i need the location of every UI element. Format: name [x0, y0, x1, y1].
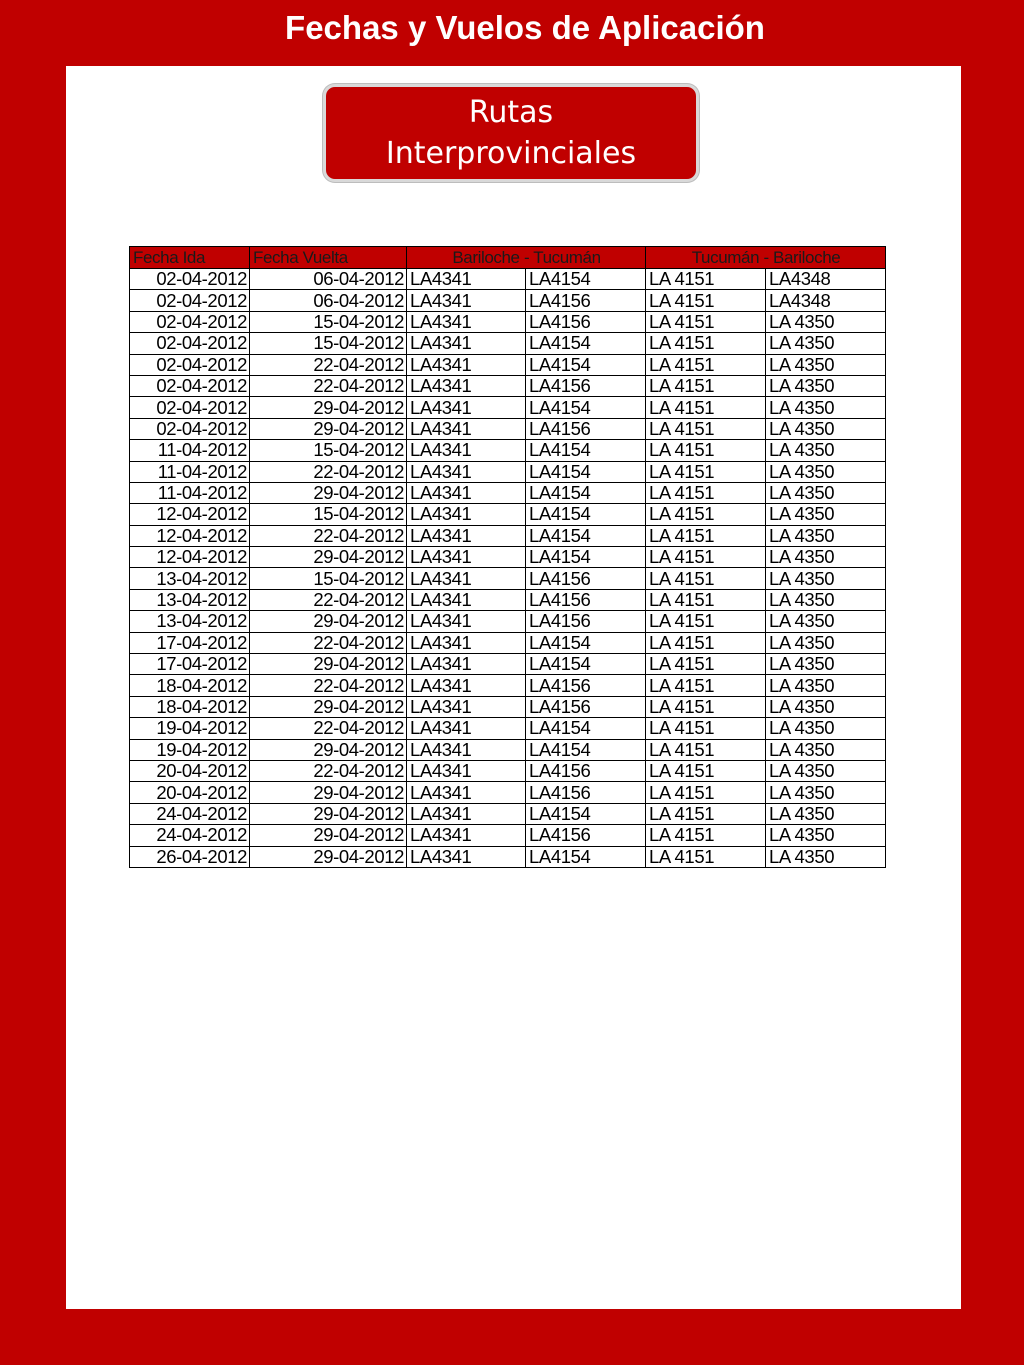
fecha-vuelta-cell: 29-04-2012	[250, 418, 407, 439]
ida-flight-1-cell: LA4341	[407, 611, 526, 632]
vuelta-flight-1-cell: LA 4151	[646, 311, 766, 332]
header-fecha-ida: Fecha Ida	[130, 247, 250, 269]
fecha-ida-cell: 24-04-2012	[130, 803, 250, 824]
ida-flight-1-cell: LA4341	[407, 803, 526, 824]
fecha-vuelta-cell: 15-04-2012	[250, 333, 407, 354]
vuelta-flight-2-cell: LA 4350	[766, 311, 886, 332]
vuelta-flight-2-cell: LA 4350	[766, 632, 886, 653]
table-row	[130, 333, 886, 354]
ida-flight-2-cell: LA4154	[526, 632, 646, 653]
table-row	[130, 632, 886, 653]
fecha-vuelta-cell: 22-04-2012	[250, 718, 407, 739]
ida-flight-1-cell: LA4341	[407, 418, 526, 439]
table-row	[130, 525, 886, 546]
flights-table	[129, 246, 886, 868]
ida-flight-2-cell: LA4154	[526, 718, 646, 739]
ida-flight-1-cell: LA4341	[407, 461, 526, 482]
ida-flight-1-cell: LA4341	[407, 375, 526, 396]
fecha-vuelta-cell: 29-04-2012	[250, 611, 407, 632]
vuelta-flight-2-cell: LA 4350	[766, 782, 886, 803]
vuelta-flight-2-cell: LA4348	[766, 290, 886, 311]
vuelta-flight-2-cell: LA 4350	[766, 354, 886, 375]
ida-flight-2-cell: LA4154	[526, 547, 646, 568]
fecha-vuelta-cell: 29-04-2012	[250, 654, 407, 675]
fecha-ida-cell: 02-04-2012	[130, 354, 250, 375]
fecha-vuelta-cell: 22-04-2012	[250, 589, 407, 610]
vuelta-flight-1-cell: LA 4151	[646, 504, 766, 525]
ida-flight-2-cell: LA4156	[526, 568, 646, 589]
ida-flight-1-cell: LA4341	[407, 333, 526, 354]
table-row	[130, 461, 886, 482]
fecha-ida-cell: 13-04-2012	[130, 568, 250, 589]
table-row	[130, 846, 886, 867]
fecha-ida-cell: 12-04-2012	[130, 525, 250, 546]
vuelta-flight-1-cell: LA 4151	[646, 440, 766, 461]
vuelta-flight-1-cell: LA 4151	[646, 354, 766, 375]
fecha-vuelta-cell: 29-04-2012	[250, 547, 407, 568]
vuelta-flight-1-cell: LA 4151	[646, 739, 766, 760]
header-vuelta-route: Tucumán - Bariloche	[646, 247, 886, 269]
vuelta-flight-1-cell: LA 4151	[646, 760, 766, 781]
ida-flight-1-cell: LA4341	[407, 440, 526, 461]
route-category-badge	[323, 84, 699, 182]
table-body	[130, 269, 886, 868]
ida-flight-1-cell: LA4341	[407, 311, 526, 332]
table-row	[130, 418, 886, 439]
fecha-ida-cell: 12-04-2012	[130, 547, 250, 568]
vuelta-flight-1-cell: LA 4151	[646, 846, 766, 867]
vuelta-flight-2-cell: LA 4350	[766, 461, 886, 482]
ida-flight-1-cell: LA4341	[407, 525, 526, 546]
fecha-ida-cell: 11-04-2012	[130, 440, 250, 461]
ida-flight-1-cell: LA4341	[407, 482, 526, 503]
table-row	[130, 760, 886, 781]
vuelta-flight-1-cell: LA 4151	[646, 375, 766, 396]
vuelta-flight-2-cell: LA 4350	[766, 504, 886, 525]
fecha-vuelta-cell: 06-04-2012	[250, 290, 407, 311]
ida-flight-1-cell: LA4341	[407, 760, 526, 781]
ida-flight-2-cell: LA4156	[526, 311, 646, 332]
table-row	[130, 654, 886, 675]
fecha-vuelta-cell: 22-04-2012	[250, 354, 407, 375]
fecha-vuelta-cell: 22-04-2012	[250, 760, 407, 781]
vuelta-flight-1-cell: LA 4151	[646, 397, 766, 418]
ida-flight-1-cell: LA4341	[407, 547, 526, 568]
vuelta-flight-1-cell: LA 4151	[646, 675, 766, 696]
vuelta-flight-2-cell: LA 4350	[766, 525, 886, 546]
vuelta-flight-2-cell: LA 4350	[766, 846, 886, 867]
vuelta-flight-1-cell: LA 4151	[646, 547, 766, 568]
ida-flight-2-cell: LA4156	[526, 418, 646, 439]
vuelta-flight-1-cell: LA 4151	[646, 333, 766, 354]
vuelta-flight-2-cell: LA 4350	[766, 611, 886, 632]
fecha-vuelta-cell: 06-04-2012	[250, 269, 407, 290]
ida-flight-2-cell: LA4156	[526, 290, 646, 311]
vuelta-flight-1-cell: LA 4151	[646, 461, 766, 482]
fecha-vuelta-cell: 22-04-2012	[250, 675, 407, 696]
vuelta-flight-1-cell: LA 4151	[646, 525, 766, 546]
fecha-vuelta-cell: 29-04-2012	[250, 825, 407, 846]
vuelta-flight-1-cell: LA 4151	[646, 696, 766, 717]
fecha-ida-cell: 17-04-2012	[130, 632, 250, 653]
table-row	[130, 397, 886, 418]
fecha-vuelta-cell: 29-04-2012	[250, 739, 407, 760]
fecha-vuelta-cell: 15-04-2012	[250, 504, 407, 525]
fecha-vuelta-cell: 29-04-2012	[250, 696, 407, 717]
vuelta-flight-1-cell: LA 4151	[646, 482, 766, 503]
fecha-vuelta-cell: 29-04-2012	[250, 482, 407, 503]
table-row	[130, 675, 886, 696]
vuelta-flight-2-cell: LA 4350	[766, 547, 886, 568]
ida-flight-1-cell: LA4341	[407, 675, 526, 696]
fecha-ida-cell: 18-04-2012	[130, 675, 250, 696]
fecha-ida-cell: 11-04-2012	[130, 482, 250, 503]
vuelta-flight-2-cell: LA 4350	[766, 333, 886, 354]
ida-flight-1-cell: LA4341	[407, 696, 526, 717]
ida-flight-2-cell: LA4156	[526, 675, 646, 696]
vuelta-flight-1-cell: LA 4151	[646, 611, 766, 632]
ida-flight-1-cell: LA4341	[407, 782, 526, 803]
table-row	[130, 611, 886, 632]
vuelta-flight-2-cell: LA 4350	[766, 760, 886, 781]
ida-flight-1-cell: LA4341	[407, 589, 526, 610]
ida-flight-2-cell: LA4154	[526, 397, 646, 418]
ida-flight-2-cell: LA4156	[526, 782, 646, 803]
table-row	[130, 375, 886, 396]
ida-flight-2-cell: LA4154	[526, 846, 646, 867]
content-panel	[66, 66, 961, 1309]
ida-flight-2-cell: LA4156	[526, 611, 646, 632]
ida-flight-1-cell: LA4341	[407, 825, 526, 846]
ida-flight-1-cell: LA4341	[407, 739, 526, 760]
fecha-ida-cell: 19-04-2012	[130, 739, 250, 760]
fecha-ida-cell: 02-04-2012	[130, 311, 250, 332]
fecha-ida-cell: 02-04-2012	[130, 375, 250, 396]
ida-flight-1-cell: LA4341	[407, 269, 526, 290]
ida-flight-2-cell: LA4154	[526, 504, 646, 525]
ida-flight-1-cell: LA4341	[407, 568, 526, 589]
ida-flight-1-cell: LA4341	[407, 632, 526, 653]
fecha-vuelta-cell: 15-04-2012	[250, 311, 407, 332]
fecha-vuelta-cell: 22-04-2012	[250, 632, 407, 653]
vuelta-flight-2-cell: LA 4350	[766, 440, 886, 461]
header-fecha-vuelta: Fecha Vuelta	[250, 247, 407, 269]
fecha-ida-cell: 13-04-2012	[130, 611, 250, 632]
vuelta-flight-1-cell: LA 4151	[646, 825, 766, 846]
table-row	[130, 696, 886, 717]
ida-flight-2-cell: LA4156	[526, 375, 646, 396]
table-row	[130, 739, 886, 760]
fecha-ida-cell: 12-04-2012	[130, 504, 250, 525]
table-header-row	[130, 247, 886, 269]
vuelta-flight-1-cell: LA 4151	[646, 589, 766, 610]
table-row	[130, 718, 886, 739]
ida-flight-2-cell: LA4154	[526, 440, 646, 461]
fecha-ida-cell: 24-04-2012	[130, 825, 250, 846]
fecha-vuelta-cell: 22-04-2012	[250, 375, 407, 396]
ida-flight-2-cell: LA4154	[526, 482, 646, 503]
fecha-ida-cell: 13-04-2012	[130, 589, 250, 610]
vuelta-flight-1-cell: LA 4151	[646, 654, 766, 675]
fecha-ida-cell: 20-04-2012	[130, 782, 250, 803]
ida-flight-2-cell: LA4156	[526, 760, 646, 781]
page-title: Fechas y Vuelos de Aplicación	[285, 9, 765, 46]
vuelta-flight-1-cell: LA 4151	[646, 418, 766, 439]
fecha-ida-cell: 11-04-2012	[130, 461, 250, 482]
vuelta-flight-2-cell: LA 4350	[766, 418, 886, 439]
ida-flight-2-cell: LA4154	[526, 525, 646, 546]
fecha-ida-cell: 26-04-2012	[130, 846, 250, 867]
table-row	[130, 440, 886, 461]
fecha-vuelta-cell: 22-04-2012	[250, 461, 407, 482]
ida-flight-2-cell: LA4154	[526, 803, 646, 824]
table-row	[130, 568, 886, 589]
fecha-vuelta-cell: 15-04-2012	[250, 440, 407, 461]
table-row	[130, 482, 886, 503]
vuelta-flight-2-cell: LA 4350	[766, 675, 886, 696]
fecha-ida-cell: 17-04-2012	[130, 654, 250, 675]
vuelta-flight-2-cell: LA 4350	[766, 482, 886, 503]
vuelta-flight-1-cell: LA 4151	[646, 718, 766, 739]
fecha-ida-cell: 02-04-2012	[130, 269, 250, 290]
fecha-vuelta-cell: 29-04-2012	[250, 803, 407, 824]
ida-flight-1-cell: LA4341	[407, 504, 526, 525]
fecha-ida-cell: 02-04-2012	[130, 397, 250, 418]
fecha-ida-cell: 18-04-2012	[130, 696, 250, 717]
table-row	[130, 782, 886, 803]
vuelta-flight-2-cell: LA 4350	[766, 654, 886, 675]
table-row	[130, 589, 886, 610]
ida-flight-2-cell: LA4154	[526, 461, 646, 482]
fecha-vuelta-cell: 29-04-2012	[250, 782, 407, 803]
vuelta-flight-2-cell: LA4348	[766, 269, 886, 290]
fecha-vuelta-cell: 29-04-2012	[250, 397, 407, 418]
ida-flight-2-cell: LA4154	[526, 739, 646, 760]
ida-flight-1-cell: LA4341	[407, 397, 526, 418]
fecha-ida-cell: 02-04-2012	[130, 418, 250, 439]
fecha-ida-cell: 19-04-2012	[130, 718, 250, 739]
vuelta-flight-2-cell: LA 4350	[766, 739, 886, 760]
table-row	[130, 269, 886, 290]
ida-flight-1-cell: LA4341	[407, 846, 526, 867]
fecha-vuelta-cell: 22-04-2012	[250, 525, 407, 546]
ida-flight-1-cell: LA4341	[407, 290, 526, 311]
vuelta-flight-2-cell: LA 4350	[766, 696, 886, 717]
route-category-label: Rutas Interprovinciales	[385, 95, 637, 171]
fecha-vuelta-cell: 15-04-2012	[250, 568, 407, 589]
ida-flight-1-cell: LA4341	[407, 718, 526, 739]
table-row	[130, 290, 886, 311]
fecha-ida-cell: 02-04-2012	[130, 333, 250, 354]
ida-flight-2-cell: LA4156	[526, 825, 646, 846]
table-row	[130, 825, 886, 846]
ida-flight-2-cell: LA4156	[526, 696, 646, 717]
table-row	[130, 504, 886, 525]
vuelta-flight-2-cell: LA 4350	[766, 589, 886, 610]
ida-flight-2-cell: LA4156	[526, 589, 646, 610]
table-row	[130, 354, 886, 375]
vuelta-flight-2-cell: LA 4350	[766, 568, 886, 589]
ida-flight-1-cell: LA4341	[407, 354, 526, 375]
vuelta-flight-1-cell: LA 4151	[646, 782, 766, 803]
fecha-vuelta-cell: 29-04-2012	[250, 846, 407, 867]
vuelta-flight-2-cell: LA 4350	[766, 825, 886, 846]
header-ida-route: Bariloche - Tucumán	[407, 247, 646, 269]
fecha-ida-cell: 02-04-2012	[130, 290, 250, 311]
table-row	[130, 547, 886, 568]
table-row	[130, 803, 886, 824]
ida-flight-2-cell: LA4154	[526, 354, 646, 375]
ida-flight-2-cell: LA4154	[526, 654, 646, 675]
vuelta-flight-1-cell: LA 4151	[646, 568, 766, 589]
table-row	[130, 311, 886, 332]
vuelta-flight-1-cell: LA 4151	[646, 803, 766, 824]
vuelta-flight-1-cell: LA 4151	[646, 290, 766, 311]
vuelta-flight-2-cell: LA 4350	[766, 803, 886, 824]
vuelta-flight-2-cell: LA 4350	[766, 375, 886, 396]
vuelta-flight-1-cell: LA 4151	[646, 269, 766, 290]
vuelta-flight-2-cell: LA 4350	[766, 718, 886, 739]
vuelta-flight-2-cell: LA 4350	[766, 397, 886, 418]
fecha-ida-cell: 20-04-2012	[130, 760, 250, 781]
vuelta-flight-1-cell: LA 4151	[646, 632, 766, 653]
ida-flight-2-cell: LA4154	[526, 333, 646, 354]
ida-flight-2-cell: LA4154	[526, 269, 646, 290]
ida-flight-1-cell: LA4341	[407, 654, 526, 675]
